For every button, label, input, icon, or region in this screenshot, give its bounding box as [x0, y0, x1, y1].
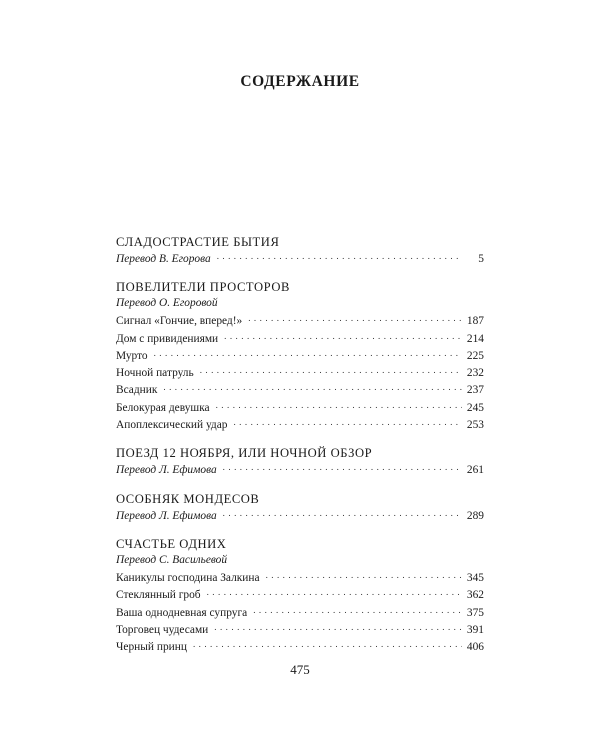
page-folio-number: 475: [290, 662, 310, 677]
page-number: 406: [466, 641, 484, 654]
entry-title: Ночной патруль: [116, 367, 194, 380]
toc-entry[interactable]: [116, 586, 484, 603]
entry-title: Белокурая девушка: [116, 401, 210, 414]
dot-leader: [248, 312, 462, 324]
toc-section-5: [116, 536, 484, 655]
section-title: ОСОБНЯК МОНДЕСОВ: [116, 491, 260, 506]
dot-leader: [216, 399, 462, 411]
toc-entry-translator[interactable]: [116, 461, 484, 478]
toc-entry[interactable]: [116, 347, 484, 364]
section-title: ПОВЕЛИТЕЛИ ПРОСТОРОВ: [116, 280, 290, 295]
page-number: 214: [466, 332, 484, 345]
page-number: 253: [466, 419, 484, 432]
page-number: 237: [466, 384, 484, 397]
page-number: 187: [466, 315, 484, 328]
translator-credit: Перевод О. Егоровой: [116, 297, 218, 310]
toc-entry[interactable]: [116, 604, 484, 621]
toc-entry-translator[interactable]: [116, 507, 484, 524]
translator-credit: Перевод В. Егорова: [116, 253, 211, 265]
page-number: 245: [466, 401, 484, 414]
page-title: СОДЕРЖАНИЕ: [240, 73, 360, 90]
page-number: 362: [466, 589, 484, 602]
dot-leader: [193, 638, 462, 650]
entry-title: Ваша однодневная супруга: [116, 606, 248, 619]
dot-leader: [223, 507, 462, 519]
section-title: ПОЕЗД 12 НОЯБРЯ, ИЛИ НОЧНОЙ ОБЗОР: [116, 446, 373, 461]
section-title: СЧАСТЬЕ ОДНИХ: [116, 536, 227, 551]
toc-entry[interactable]: [116, 621, 484, 638]
entry-title: Сигнал «Гончие, вперед!»: [116, 315, 243, 328]
dot-leader: [163, 381, 462, 393]
toc-section-2: [116, 279, 484, 433]
toc-entry[interactable]: [116, 416, 484, 433]
section-title: СЛАДОСТРАСТИЕ БЫТИЯ: [116, 235, 280, 249]
dot-leader: [217, 250, 462, 262]
page-number: 375: [466, 606, 484, 619]
entry-title: Каникулы господина Залкина: [116, 571, 260, 584]
entry-title: Стеклянный гроб: [116, 589, 201, 602]
dot-leader: [233, 416, 462, 428]
dot-leader: [253, 604, 462, 616]
toc-entry[interactable]: [116, 364, 484, 381]
entry-title: Дом с привидениями: [116, 332, 219, 345]
dot-leader: [266, 569, 462, 581]
toc-entry[interactable]: [116, 381, 484, 398]
toc-section-1: [116, 234, 484, 267]
dot-leader: [224, 330, 462, 342]
toc-entry[interactable]: [116, 569, 484, 586]
toc-entry[interactable]: [116, 312, 484, 329]
dot-leader: [214, 621, 462, 633]
translator-credit: Перевод С. Васильевой: [116, 553, 228, 566]
translator-credit: Перевод Л. Ефимова: [116, 464, 217, 477]
entry-title: Мурто: [116, 349, 148, 362]
table-of-contents: [116, 234, 484, 667]
dot-leader: [154, 347, 462, 359]
entry-title: Всадник: [116, 384, 158, 397]
page-number: 232: [466, 367, 484, 380]
page-number: 345: [466, 571, 484, 584]
dot-leader: [200, 364, 462, 376]
page-number: 225: [466, 349, 484, 362]
toc-section-3: [116, 445, 484, 478]
entry-title: Апоплексический удар: [116, 419, 228, 432]
page-number: 261: [466, 464, 484, 477]
translator-credit: Перевод Л. Ефимова: [116, 509, 217, 522]
toc-section-4: [116, 491, 484, 524]
toc-entry[interactable]: [116, 638, 484, 655]
dot-leader: [207, 586, 462, 598]
toc-entry[interactable]: [116, 399, 484, 416]
page-number: 5: [478, 253, 484, 265]
entry-title: Торговец чудесами: [116, 623, 209, 636]
toc-entry[interactable]: [116, 330, 484, 347]
toc-entry-translator[interactable]: [116, 250, 484, 267]
dot-leader: [223, 461, 462, 473]
page-number: 391: [466, 623, 484, 636]
entry-title: Черный принц: [116, 641, 187, 654]
page-number: 289: [466, 509, 484, 522]
